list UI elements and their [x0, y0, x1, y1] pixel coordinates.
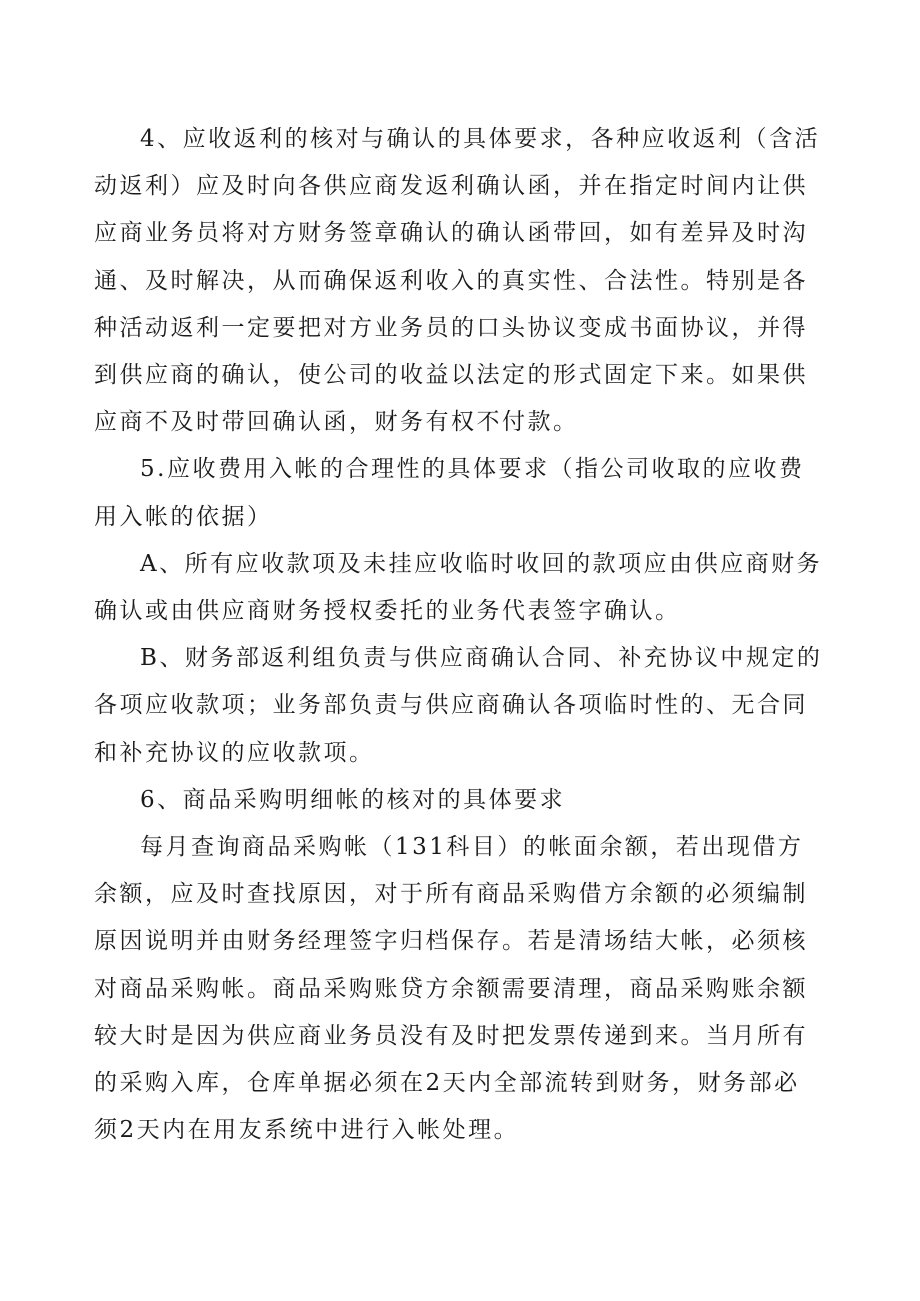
text-line: B、财务部返利组负责与供应商确认合同、补充协议中规定的 — [140, 645, 823, 672]
paragraph-purchase-ledger-heading — [140, 777, 790, 824]
text-line: 种活动返利一定要把对方业务员的口头协议变成书面协议，并得 — [94, 314, 808, 341]
text-line: 较大时是因为供应商业务员没有及时把发票传递到来。当月所有 — [94, 1022, 808, 1049]
text-line: 到供应商的确认，使公司的收益以法定的形式固定下来。如果供 — [94, 362, 808, 389]
text-line: 对商品采购帐。商品采购账贷方余额需要清理，商品采购账余额 — [94, 975, 808, 1002]
text-line: 的采购入库，仓库单据必须在2天内全部流转到财务，财务部必 — [94, 1070, 800, 1097]
text-line: 动返利）应及时向各供应商发返利确认函，并在指定时间内让供 — [94, 173, 808, 200]
document-body — [94, 116, 823, 1154]
text-line: 4、应收返利的核对与确认的具体要求，各种应收返利（含活 — [140, 126, 821, 152]
text-line: 应商业务员将对方财务签章确认的确认函带回，如有差异及时沟 — [94, 220, 808, 247]
text-line: 用入帐的依据） — [94, 503, 273, 530]
text-line: 确认或由供应商财务授权委托的业务代表签字确认。 — [94, 598, 681, 625]
text-line: 应商不及时带回确认函，财务有权不付款。 — [94, 409, 579, 436]
text-line: 和补充协议的应收款项。 — [94, 739, 375, 766]
text-line: 6、商品采购明细帐的核对的具体要求 — [140, 786, 566, 813]
text-line: 须2天内在用友系统中进行入帐处理。 — [94, 1117, 520, 1144]
paragraph-purchase-ledger-detail — [94, 824, 808, 1154]
paragraph-item-a — [94, 541, 823, 635]
paragraph-fee-posting — [94, 446, 805, 540]
text-line: 原因说明并由财务经理签字归档保存。若是清场结大帐，必须核 — [94, 928, 808, 955]
text-line: 余额，应及时查找原因，对于所有商品采购借方余额的必须编制 — [94, 881, 808, 908]
text-line: 每月查询商品采购帐（131科目）的帐面余额，若出现借方 — [140, 834, 804, 861]
paragraph-item-b — [94, 635, 823, 777]
text-line: 5.应收费用入帐的合理性的具体要求（指公司收取的应收费 — [140, 456, 805, 483]
text-line: A、所有应收款项及未挂应收临时收回的款项应由供应商财务 — [140, 550, 823, 577]
paragraph-rebate-confirmation — [94, 116, 821, 446]
text-line: 通、及时解决，从而确保返利收入的真实性、合法性。特别是各 — [94, 267, 808, 294]
text-line: 各项应收款项；业务部负责与供应商确认各项临时性的、无合同 — [94, 692, 808, 719]
